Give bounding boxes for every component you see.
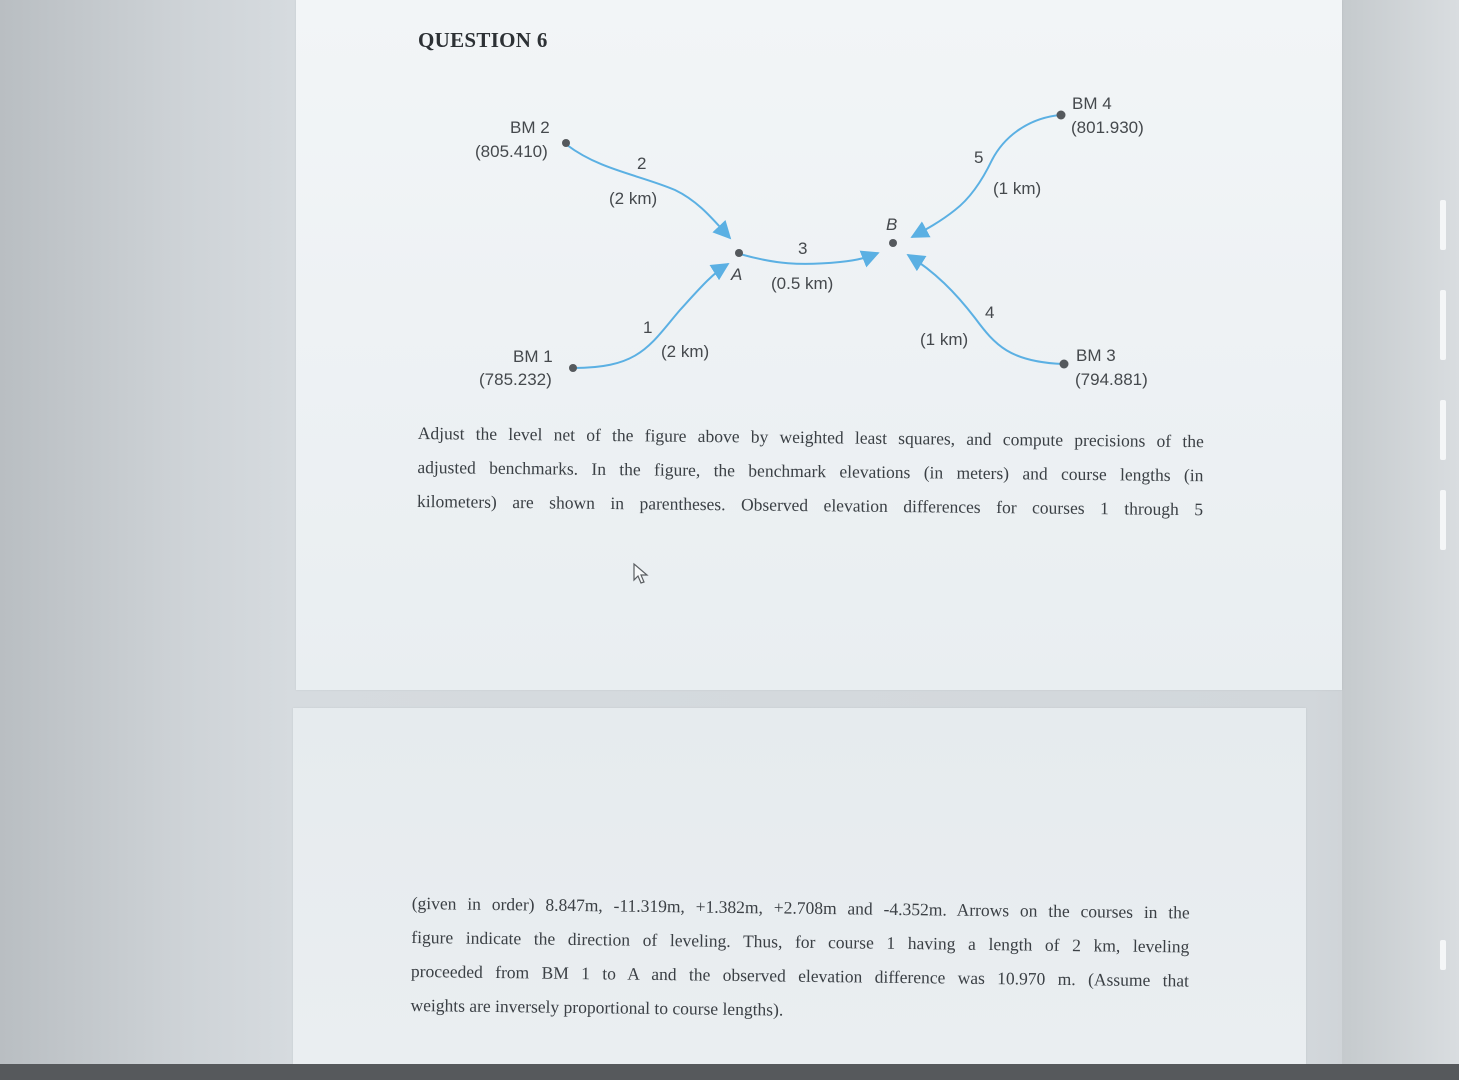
course-3-number: 3 bbox=[798, 239, 808, 258]
bm1-name: BM 1 bbox=[513, 347, 553, 366]
course-4-length: (1 km) bbox=[920, 330, 969, 349]
course-2-number: 2 bbox=[637, 154, 647, 173]
bm3-point bbox=[1060, 360, 1069, 369]
mouse-cursor-icon bbox=[632, 562, 650, 586]
text-line: proceeded from BM 1 to A and the observed elevation difference was 10.970 m. (Assume that bbox=[410, 960, 1190, 991]
course-5-length: (1 km) bbox=[993, 179, 1042, 198]
course-4-number: 4 bbox=[985, 303, 995, 322]
bm1-point bbox=[569, 364, 577, 372]
station-a-point bbox=[735, 249, 743, 257]
text-line: Adjust the level net of the figure above by weighted least squares, and compute precisions of the bbox=[417, 422, 1204, 452]
text-line: kilometers) are shown in parentheses. Observed elevation differences for courses 1 through 5 bbox=[417, 490, 1204, 520]
problem-statement-part-2 bbox=[410, 886, 1190, 1031]
bm4-name: BM 4 bbox=[1072, 94, 1112, 113]
bm2-name: BM 2 bbox=[510, 118, 550, 137]
text-line: weights are inversely proportional to course lengths). bbox=[410, 994, 784, 1020]
problem-statement-part-1 bbox=[417, 416, 1204, 526]
bm4-elevation: (801.930) bbox=[1071, 118, 1144, 137]
bm3-name: BM 3 bbox=[1076, 346, 1116, 365]
station-a-label: A bbox=[731, 265, 743, 284]
question-title: QUESTION 6 bbox=[418, 28, 548, 52]
text-line: figure indicate the direction of leveling. Thus, for course 1 having a length of 2 km, leveling bbox=[411, 926, 1190, 957]
bm3-elevation: (794.881) bbox=[1075, 370, 1148, 389]
course-5-number: 5 bbox=[974, 148, 984, 167]
text-line: adjusted benchmarks. In the figure, the benchmark elevations (in meters) and course lengths (in bbox=[417, 456, 1204, 486]
course-3-line bbox=[740, 253, 878, 264]
course-5-line bbox=[912, 115, 1060, 237]
station-b-point bbox=[889, 239, 897, 247]
course-3-length: (0.5 km) bbox=[771, 274, 834, 293]
monitor-bottom-edge bbox=[0, 1064, 1459, 1080]
course-1-number: 1 bbox=[643, 318, 653, 337]
bm2-point bbox=[562, 139, 570, 147]
course-1-length: (2 km) bbox=[661, 342, 710, 361]
bm1-elevation: (785.232) bbox=[479, 370, 552, 389]
station-b-label: B bbox=[886, 215, 898, 234]
bm4-point bbox=[1057, 111, 1066, 120]
course-2-length: (2 km) bbox=[609, 189, 658, 208]
text-line: (given in order) 8.847m, -11.319m, +1.382m, +2.708m and -4.352m. Arrows on the courses in the bbox=[411, 892, 1190, 923]
bm2-elevation: (805.410) bbox=[475, 142, 548, 161]
